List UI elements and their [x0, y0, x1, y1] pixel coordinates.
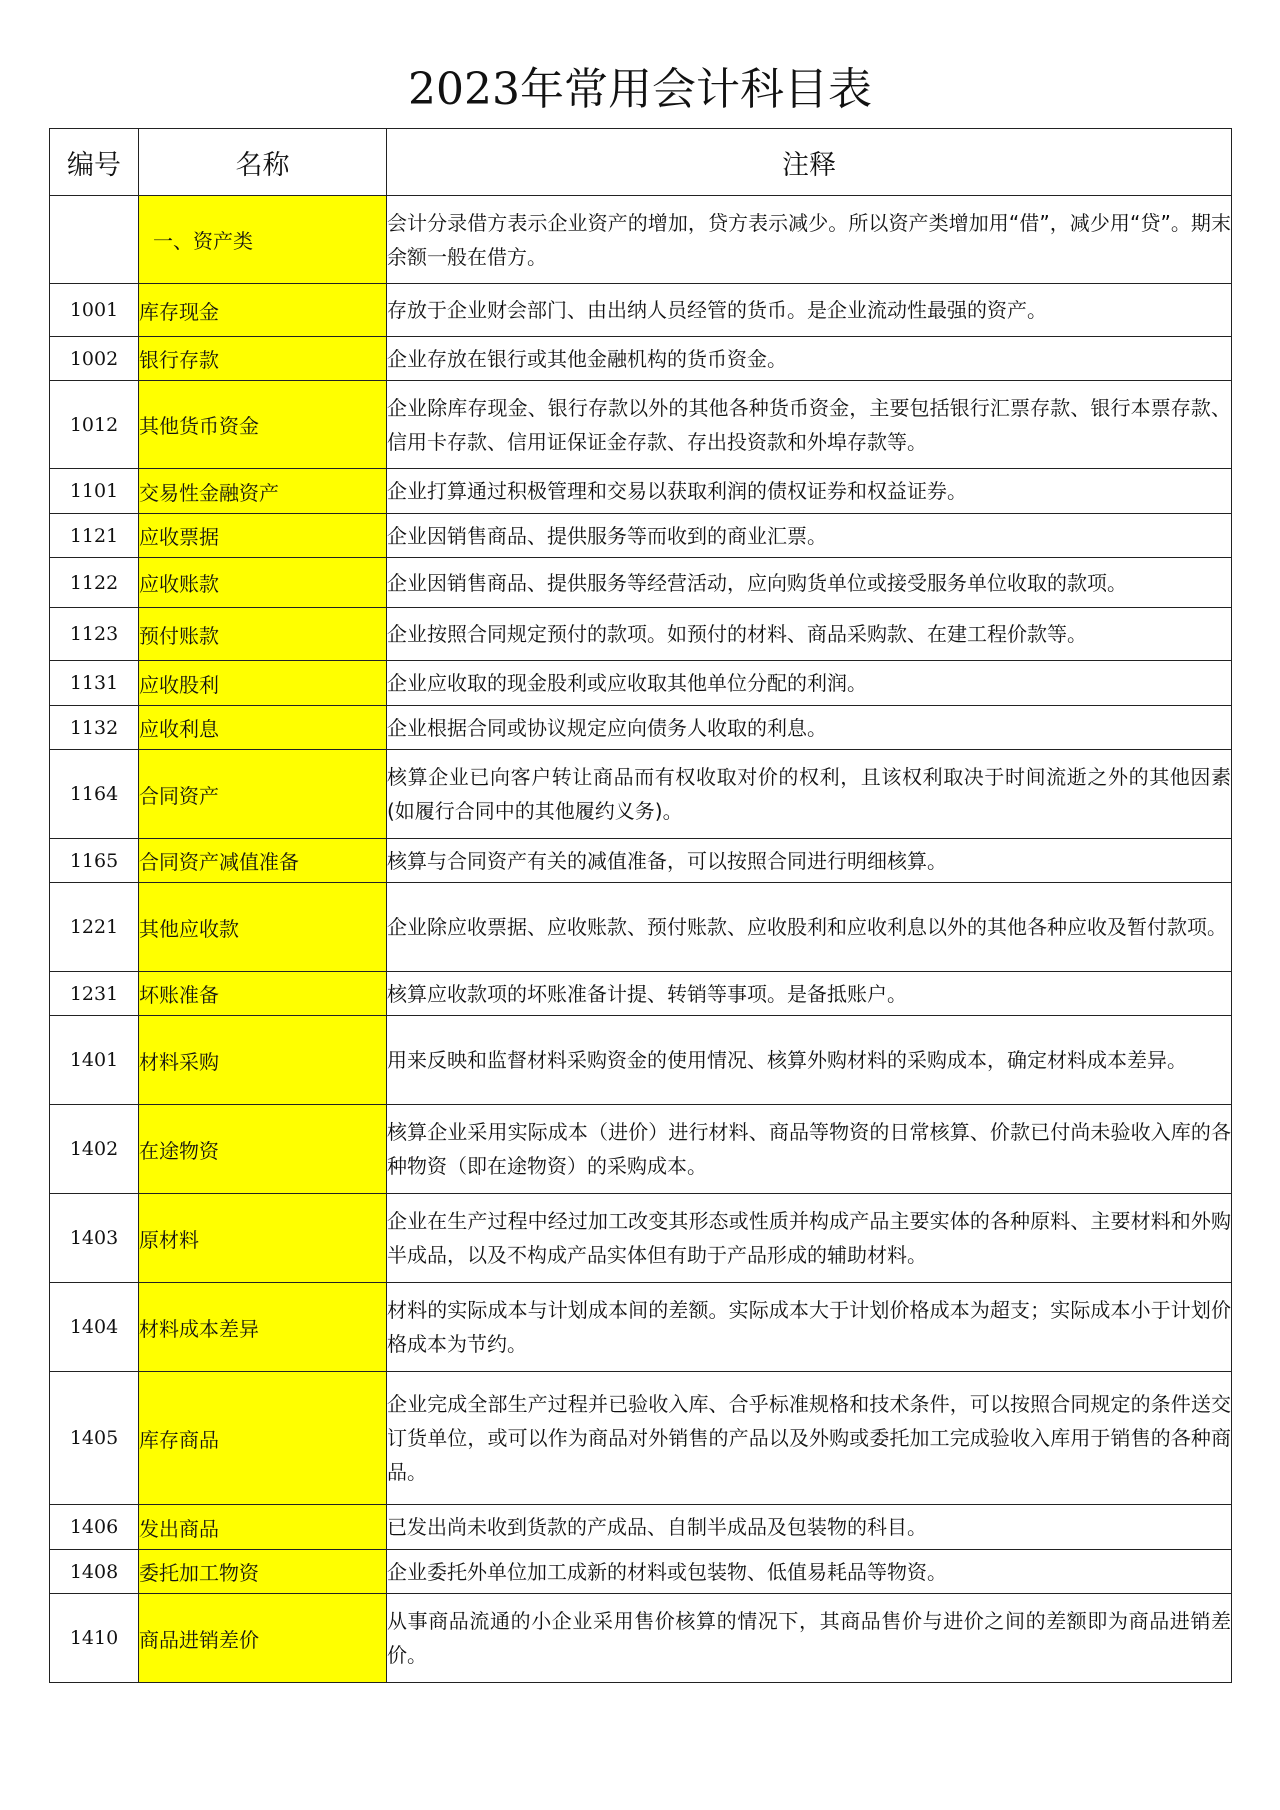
account-name: 委托加工物资 — [139, 1550, 387, 1594]
account-note: 已发出尚未收到货款的产成品、自制半成品及包装物的科目。 — [387, 1505, 1232, 1550]
table-row — [50, 750, 1232, 839]
account-note: 从事商品流通的小企业采用售价核算的情况下，其商品售价与进价之间的差额即为商品进销差价。 — [387, 1594, 1232, 1683]
account-code: 1012 — [50, 381, 139, 469]
account-name: 应收股利 — [139, 661, 387, 706]
account-code: 1406 — [50, 1505, 139, 1550]
table-row — [50, 337, 1232, 381]
account-note: 材料的实际成本与计划成本间的差额。实际成本大于计划价格成本为超支；实际成本小于计划价格成本为节约。 — [387, 1283, 1232, 1372]
account-note: 用来反映和监督材料采购资金的使用情况、核算外购材料的采购成本，确定材料成本差异。 — [387, 1016, 1232, 1105]
account-code: 1001 — [50, 284, 139, 337]
table-row — [50, 1105, 1232, 1194]
table-row — [50, 608, 1232, 661]
table-row — [50, 1194, 1232, 1283]
account-code: 1408 — [50, 1550, 139, 1594]
table-row — [50, 661, 1232, 706]
account-name: 应收票据 — [139, 514, 387, 558]
account-name: 一、资产类 — [139, 196, 387, 284]
account-name: 原材料 — [139, 1194, 387, 1283]
table-header-row — [50, 129, 1232, 196]
account-note: 企业根据合同或协议规定应向债务人收取的利息。 — [387, 706, 1232, 750]
header-code: 编号 — [50, 129, 139, 196]
account-code: 1122 — [50, 558, 139, 608]
table-row — [50, 1594, 1232, 1683]
account-note: 企业完成全部生产过程并已验收入库、合乎标准规格和技术条件，可以按照合同规定的条件送交订货单位，或可以作为商品对外销售的产品以及外购或委托加工完成验收入库用于销售的各种商品。 — [387, 1372, 1232, 1505]
account-name: 商品进销差价 — [139, 1594, 387, 1683]
table-row — [50, 883, 1232, 972]
account-name: 合同资产减值准备 — [139, 839, 387, 883]
account-note: 企业打算通过积极管理和交易以获取利润的债权证券和权益证券。 — [387, 469, 1232, 514]
table-row — [50, 196, 1232, 284]
table-row — [50, 469, 1232, 514]
table-row — [50, 1283, 1232, 1372]
table-row — [50, 1016, 1232, 1105]
account-name: 应收利息 — [139, 706, 387, 750]
accounts-table — [49, 128, 1232, 1683]
account-name: 材料成本差异 — [139, 1283, 387, 1372]
account-note: 企业除库存现金、银行存款以外的其他各种货币资金，主要包括银行汇票存款、银行本票存款、信用卡存款、信用证保证金存款、存出投资款和外埠存款等。 — [387, 381, 1232, 469]
account-code: 1401 — [50, 1016, 139, 1105]
account-code: 1403 — [50, 1194, 139, 1283]
account-code: 1132 — [50, 706, 139, 750]
account-name: 材料采购 — [139, 1016, 387, 1105]
account-note: 企业按照合同规定预付的款项。如预付的材料、商品采购款、在建工程价款等。 — [387, 608, 1232, 661]
table-row — [50, 972, 1232, 1016]
account-code: 1101 — [50, 469, 139, 514]
account-code: 1221 — [50, 883, 139, 972]
account-note: 企业除应收票据、应收账款、预付账款、应收股利和应收利息以外的其他各种应收及暂付款项。 — [387, 883, 1232, 972]
account-name: 库存商品 — [139, 1372, 387, 1505]
account-code: 1410 — [50, 1594, 139, 1683]
account-note: 企业委托外单位加工成新的材料或包装物、低值易耗品等物资。 — [387, 1550, 1232, 1594]
account-note: 存放于企业财会部门、由出纳人员经管的货币。是企业流动性最强的资产。 — [387, 284, 1232, 337]
account-name: 库存现金 — [139, 284, 387, 337]
account-name: 其他应收款 — [139, 883, 387, 972]
account-code: 1121 — [50, 514, 139, 558]
table-row — [50, 706, 1232, 750]
account-code: 1123 — [50, 608, 139, 661]
table-row — [50, 558, 1232, 608]
account-name: 交易性金融资产 — [139, 469, 387, 514]
table-row — [50, 381, 1232, 469]
table-row — [50, 1550, 1232, 1594]
account-code: 1405 — [50, 1372, 139, 1505]
account-name: 合同资产 — [139, 750, 387, 839]
account-note: 企业在生产过程中经过加工改变其形态或性质并构成产品主要实体的各种原料、主要材料和外购半成品，以及不构成产品实体但有助于产品形成的辅助材料。 — [387, 1194, 1232, 1283]
account-code: 1231 — [50, 972, 139, 1016]
table-row — [50, 839, 1232, 883]
account-name: 银行存款 — [139, 337, 387, 381]
table-row — [50, 1505, 1232, 1550]
account-note: 企业应收取的现金股利或应收取其他单位分配的利润。 — [387, 661, 1232, 706]
account-name: 在途物资 — [139, 1105, 387, 1194]
table-row — [50, 284, 1232, 337]
page-title: 2023年常用会计科目表 — [408, 64, 872, 115]
account-code: 1165 — [50, 839, 139, 883]
account-name: 坏账准备 — [139, 972, 387, 1016]
account-code: 1164 — [50, 750, 139, 839]
account-note: 核算与合同资产有关的减值准备，可以按照合同进行明细核算。 — [387, 839, 1232, 883]
account-note: 核算企业采用实际成本（进价）进行材料、商品等物资的日常核算、价款已付尚未验收入库的各种物资（即在途物资）的采购成本。 — [387, 1105, 1232, 1194]
account-code: 1002 — [50, 337, 139, 381]
account-note: 核算企业已向客户转让商品而有权收取对价的权利，且该权利取决于时间流逝之外的其他因素(如履行合同中的其他履约义务)。 — [387, 750, 1232, 839]
account-note: 会计分录借方表示企业资产的增加，贷方表示减少。所以资产类增加用“借”，减少用“贷”。期末余额一般在借方。 — [387, 196, 1232, 284]
account-code: 1131 — [50, 661, 139, 706]
account-name: 预付账款 — [139, 608, 387, 661]
table-row — [50, 1372, 1232, 1505]
account-code: 1402 — [50, 1105, 139, 1194]
account-note: 企业因销售商品、提供服务等经营活动，应向购货单位或接受服务单位收取的款项。 — [387, 558, 1232, 608]
account-code — [50, 196, 139, 284]
account-note: 企业因销售商品、提供服务等而收到的商业汇票。 — [387, 514, 1232, 558]
account-note: 企业存放在银行或其他金融机构的货币资金。 — [387, 337, 1232, 381]
account-name: 应收账款 — [139, 558, 387, 608]
header-name: 名称 — [139, 129, 387, 196]
account-note: 核算应收款项的坏账准备计提、转销等事项。是备抵账户。 — [387, 972, 1232, 1016]
account-code: 1404 — [50, 1283, 139, 1372]
account-name: 其他货币资金 — [139, 381, 387, 469]
account-name: 发出商品 — [139, 1505, 387, 1550]
header-note: 注释 — [387, 129, 1232, 196]
table-row — [50, 514, 1232, 558]
